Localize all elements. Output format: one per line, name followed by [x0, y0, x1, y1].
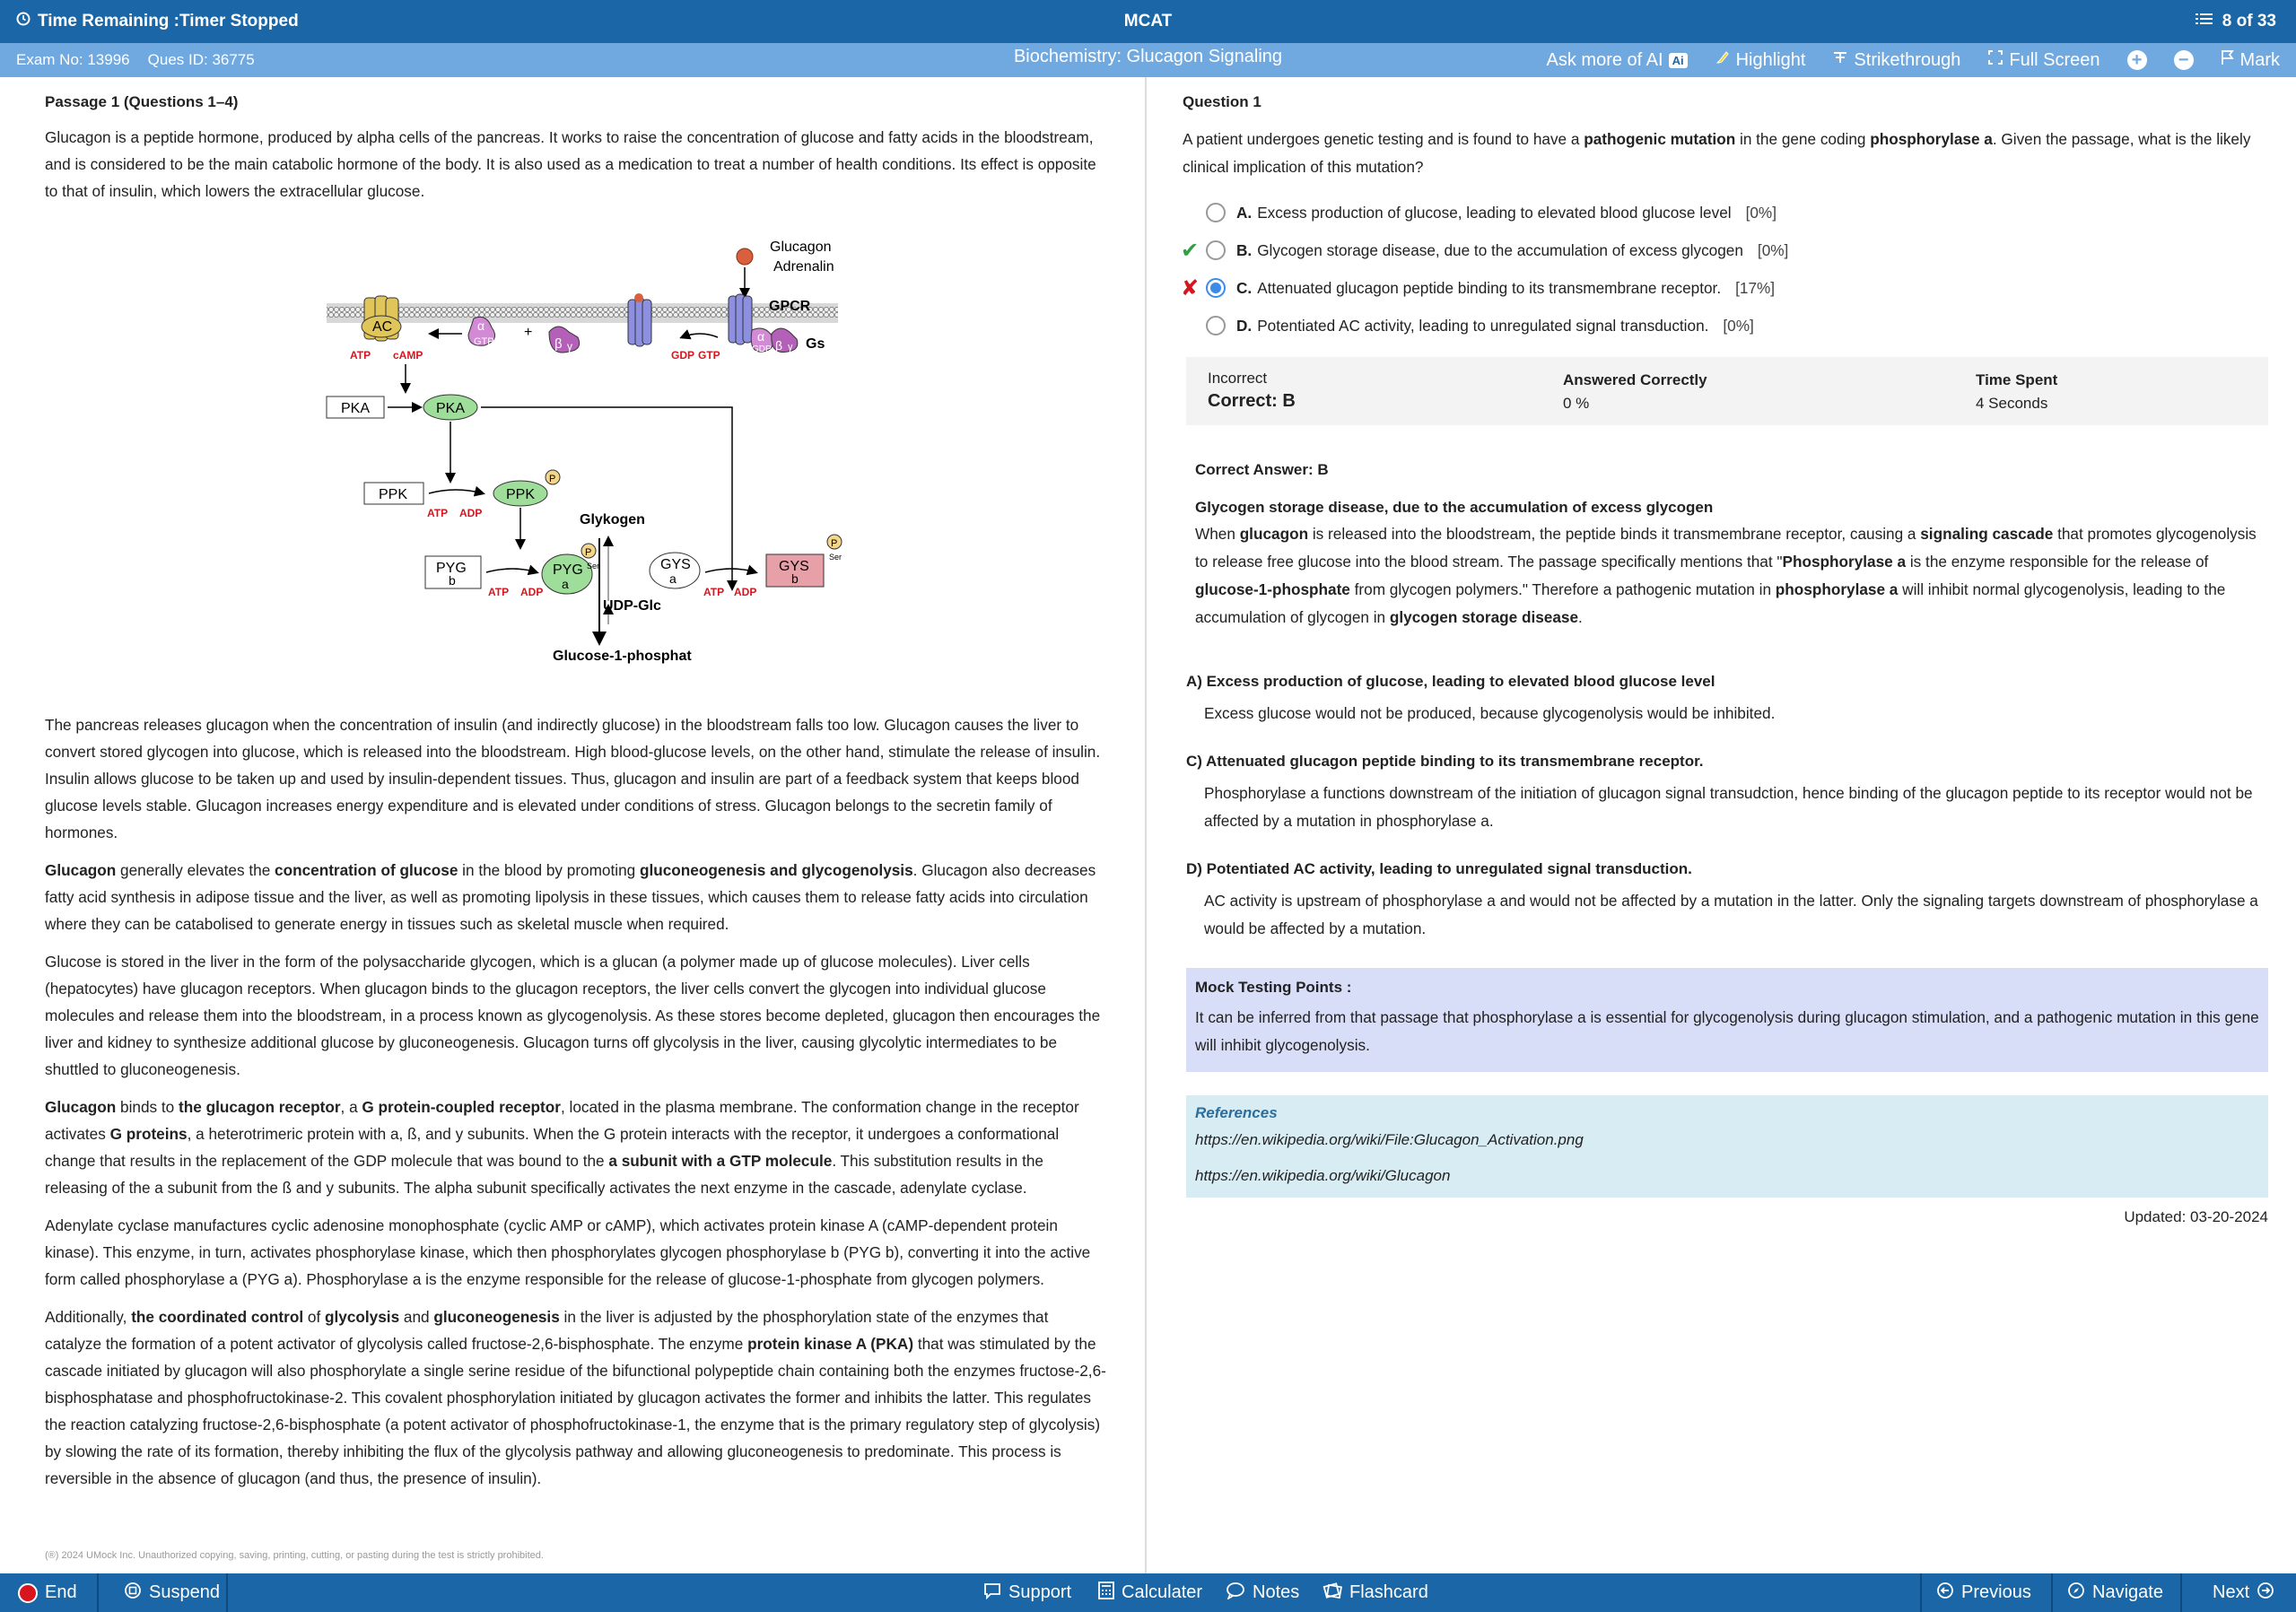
diagram-glykogen-label: Glykogen	[580, 512, 645, 527]
flag-icon	[2221, 49, 2235, 71]
bold-text: the glucagon receptor	[179, 1098, 341, 1116]
diagram-pyg-b: b	[449, 573, 456, 588]
text-run: from glycogen polymers." Therefore a pathogenic mutation in	[1349, 580, 1776, 598]
option-b[interactable]	[1183, 231, 2280, 269]
option-b-radio[interactable]	[1206, 240, 1226, 260]
passage-paragraph-2: The pancreas releases glucagon when the concentration of insulin (and indirectly glucose) in the bloodstream falls too low. Glucagon causes the liver to convert stored glycogen into glucose, which is released into the bloodstream. High blood-glucose levels, on the other hand, stimulate the release of insulin. Insulin allows glucose to be taken up and used by insulin-dependent tissues. Thus, glucagon and insulin are part of a feedback system that keeps blood glucose levels stable. Glucagon increases energy expenditure and is elevated under conditions of stress. Glucagon belongs to the secretin family of hormones.	[45, 716, 1101, 841]
diagram-pyg-1: PYG	[436, 561, 467, 576]
arrow-left-circle-icon	[1936, 1582, 1954, 1605]
diagram-atp-2: ATP	[427, 507, 449, 519]
wrong-answer-text-a: Excess glucose would not be produced, because glycogenolysis would be inhibited.	[1204, 704, 1776, 722]
diagram-adrenalin-label: Adrenalin	[773, 259, 834, 274]
diagram-udp-glc-label: UDP-Glc	[603, 598, 661, 614]
diagram-ac-label: AC	[372, 319, 393, 335]
bold-text: glycolysis	[325, 1308, 400, 1326]
bold-text: concentration of glucose	[275, 861, 458, 879]
bold-text: gluconeogenesis and glycogenolysis	[639, 861, 913, 879]
diagram-adp-1: ADP	[459, 507, 483, 519]
option-percentage: [0%]	[1745, 203, 1777, 222]
diagram-gys-1: GYS	[660, 557, 691, 572]
diagram-ppk-1: PPK	[379, 487, 408, 502]
divider	[97, 1573, 99, 1612]
compass-icon	[2067, 1582, 2085, 1605]
option-text: Excess production of glucose, leading to elevated blood glucose level	[1257, 203, 1732, 222]
bold-text: phosphorylase a	[1870, 130, 1993, 148]
notes-label: Notes	[1253, 1582, 1300, 1602]
passage-paragraph-3	[45, 857, 1109, 937]
navigate-label: Navigate	[2092, 1582, 2163, 1602]
diagram-p-2: P	[585, 547, 592, 558]
timer	[16, 12, 299, 31]
mock-text: It can be inferred from that passage that phosphorylase a is essential for glycogenolysis during glucagon stimulation, and a pathogenic mutation in this gene will inhibit glycogenolysis.	[1195, 1008, 2259, 1054]
question-id: Ques ID: 36775	[147, 51, 255, 68]
suspend-label: Suspend	[149, 1582, 220, 1602]
full-screen-button[interactable]	[1987, 49, 2100, 71]
text-run: of	[303, 1308, 326, 1326]
text-run: A patient undergoes genetic testing and is found to have a	[1183, 130, 1585, 148]
option-letter: D.	[1236, 316, 1253, 335]
bold-text: glucagon	[1239, 525, 1309, 543]
references-heading: References	[1195, 1104, 1278, 1121]
full-screen-label: Full Screen	[2009, 49, 2100, 70]
exam-title: MCAT	[1123, 12, 1173, 30]
diagram-p-1: P	[549, 474, 556, 484]
text-run: is released into the bloodstream, the peptide binds it transmembrane receptor, causing a	[1308, 525, 1921, 543]
flashcard-icon	[1323, 1582, 1342, 1605]
copyright-notice: (®) 2024 UMock Inc. Unauthorized copying, saving, printing, cutting, or pasting during the test is strictly prohibited.	[45, 1550, 544, 1561]
question-pane[interactable]	[1150, 77, 2296, 1573]
text-run: that promotes glycogenolysis to release free glucose into the blood stream. The passage specifically mentions that "	[1195, 525, 2257, 571]
ask-ai-button[interactable]	[1547, 50, 1688, 71]
text-run: When	[1195, 525, 1240, 543]
trimer-gdp-label: GDP	[752, 344, 772, 354]
option-c-radio[interactable]	[1206, 278, 1226, 298]
diagram-ser-2: Ser	[829, 553, 842, 562]
previous-label: Previous	[1961, 1582, 2031, 1602]
ask-ai-label: Ask more of AI	[1546, 49, 1663, 70]
bold-text: G protein-coupled receptor	[362, 1098, 561, 1116]
diagram-plus: +	[524, 325, 533, 340]
text-run: in the blood by promoting	[458, 861, 640, 879]
clock-icon	[16, 12, 31, 31]
trimer-beta-label: β	[775, 338, 783, 353]
diagram-ser-1: Ser	[587, 562, 600, 571]
question-title: Question 1	[1183, 93, 1261, 110]
trimer-alpha-label: α	[757, 329, 765, 344]
text-run: in the liver is adjusted by the phosphorylation state of the enzymes that catalyze the formation of a potent activator of glycolysis called fructose-2,6-bisphosphate. The enzyme	[45, 1308, 1049, 1353]
expand-icon	[1987, 49, 2004, 71]
highlighter-icon	[1715, 49, 1731, 71]
option-letter: B.	[1236, 240, 1253, 259]
diagram-p-3: P	[831, 538, 838, 549]
top-bar	[0, 0, 2296, 43]
diagram-atp-3: ATP	[488, 586, 510, 598]
strikethrough-label: Strikethrough	[1854, 49, 1961, 70]
wrong-answer-heading-c: C) Attenuated glucagon peptide binding to its transmembrane receptor.	[1186, 753, 1704, 770]
support-button[interactable]	[983, 1573, 1071, 1612]
bold-text: glycogen storage disease	[1389, 608, 1579, 626]
next-label: Next	[2213, 1582, 2250, 1602]
diagram-camp: cAMP	[393, 349, 423, 362]
passage-pane[interactable]	[9, 77, 1147, 1573]
bold-text: the coordinated control	[131, 1308, 304, 1326]
option-letter: A.	[1236, 203, 1253, 222]
bold-text: Glucagon	[45, 861, 117, 879]
adenylate-cyclase	[362, 296, 401, 341]
correct-check-icon: ✔	[1181, 238, 1200, 263]
explanation-text	[1195, 520, 2263, 632]
flashcard-label: Flashcard	[1349, 1582, 1428, 1602]
reference-link[interactable]: https://en.wikipedia.org/wiki/File:Glucagon_Activation.png	[1195, 1131, 1584, 1148]
diagram-glucagon-label: Glucagon	[770, 240, 832, 255]
option-percentage: [0%]	[1757, 240, 1789, 259]
pause-icon	[124, 1582, 142, 1605]
time-spent-value: 4 Seconds	[1976, 395, 2048, 412]
option-d[interactable]	[1183, 307, 2280, 344]
diagram-gtp-1: GTP	[698, 349, 720, 362]
bold-text: glucose-1-phosphate	[1195, 580, 1350, 598]
trimer-gamma-label: γ	[788, 342, 793, 353]
mark-label: Mark	[2239, 49, 2280, 70]
correct-answer-heading: Correct Answer: B	[1195, 461, 1329, 478]
list-icon	[2196, 12, 2213, 31]
text-run: , located in the plasma membrane. The conformation change in the receptor activates	[45, 1098, 1079, 1143]
diagram-pka-1: PKA	[341, 401, 371, 416]
option-text: Attenuated glucagon peptide binding to its transmembrane receptor.	[1257, 278, 1722, 297]
option-a-radio[interactable]	[1206, 203, 1226, 222]
time-spent-label: Time Spent	[1976, 371, 2058, 388]
option-d-radio[interactable]	[1206, 316, 1226, 335]
zoom-out-icon[interactable]: −	[2174, 50, 2194, 70]
wrong-answer-text-d: AC activity is upstream of phosphorylase a and would not be affected by a mutation in the latter. Only the signaling targets downstream of phosphorylase a would be affected by a mutation.	[1204, 892, 2258, 937]
next-button[interactable]	[2213, 1573, 2274, 1612]
option-percentage: [0%]	[1723, 316, 1754, 335]
text-run: . This substitution results in the releasing of the a subunit from the ß and y subunits. The alpha subunit specifically activates the next enzyme in the cascade, adenylate cyclase.	[45, 1152, 1043, 1197]
ai-icon: Ai	[1669, 53, 1688, 68]
option-c[interactable]	[1183, 269, 2280, 307]
navigate-button[interactable]	[2067, 1573, 2163, 1612]
mock-testing-points	[1186, 968, 2268, 1072]
sub-bar	[0, 43, 2296, 77]
passage-paragraph-5	[45, 1094, 1109, 1201]
text-run: generally elevates the	[116, 861, 275, 879]
divider	[2180, 1573, 2182, 1612]
wrong-answer-heading-d: D) Potentiated AC activity, leading to unregulated signal transduction.	[1186, 860, 1692, 877]
passage-paragraph-1: Glucagon is a peptide hormone, produced by alpha cells of the pancreas. It works to raise the concentration of glucose and fatty acids in the bloodstream, and is considered to be the main catabolic hormone of the body. It is also used as a medication to treat a number of health conditions. Its effect is opposite to that of insulin, which lowers the extracellular glucose.	[45, 128, 1096, 200]
text-run: . Given the passage, what is the likely clinical implication of this mutation?	[1183, 130, 2251, 176]
wrong-answer-heading-a: A) Excess production of glucose, leading to elevated blood glucose level	[1186, 673, 1715, 690]
passage-paragraph-7	[45, 1303, 1109, 1492]
wrong-answer-text-c: Phosphorylase a functions downstream of the initiation of glucagon signal transudction, hence binding of the glucagon peptide to its receptor would not be affected by a mutation in phosphorylase a.	[1204, 784, 2253, 830]
diagram-pka-2: PKA	[436, 401, 466, 416]
stop-icon	[18, 1583, 38, 1603]
wrong-answer-explanations	[1186, 673, 2268, 943]
exam-number: Exam No: 13996	[16, 51, 130, 68]
diagram-adp-2: ADP	[520, 586, 544, 598]
correct-answer-label: Correct: B	[1208, 391, 1296, 411]
passage-paragraph-4: Glucose is stored in the liver in the form of the polysaccharide glycogen, which is a glucan (a polymer made up of glucose molecules). Liver cells (hepatocytes) have glucagon receptors. When glucagon binds to the glucagon receptors, the liver cells convert the glycogen into individual glucose molecules and release them into the bloodstream, in a process known as glycogenolysis. As these stores become depleted, glucagon then encourages the liver and kidney to synthesize additional glucose by gluconeogenesis. Glucagon turns off glycolysis in the liver, causing glycolytic intermediates to be shuttled to gluconeogenesis.	[45, 953, 1101, 1078]
bold-text: phosphorylase a	[1775, 580, 1899, 598]
previous-button[interactable]	[1936, 1573, 2031, 1612]
bold-text: Phosphorylase a	[1782, 553, 1907, 571]
calculator-icon	[1098, 1582, 1114, 1605]
diagram-atp-1: ATP	[350, 349, 371, 362]
chat-icon	[983, 1582, 1001, 1605]
divider	[2051, 1573, 2053, 1612]
calculator-button[interactable]	[1098, 1573, 1202, 1612]
diagram-pyg-2: PYG	[553, 562, 583, 578]
text-run: , a	[340, 1098, 362, 1116]
diagram-gys-b: b	[791, 571, 799, 586]
suspend-button[interactable]	[124, 1573, 220, 1612]
option-text: Glycogen storage disease, due to the accumulation of excess glycogen	[1257, 240, 1743, 259]
text-run: that was stimulated by the cascade initiated by glucagon will also phosphorylate a single serine residue of the bifunctional polypeptide chain containing both the enzymes fructose-2,6-bisphosphatase and phosphofructokinase-2. This covalent phosphorylation initiated by glucagon activates the former and inhibits the latter. This regulates the reaction catalyzing fructose-2,6-bisphosphate (a potent activator of phosphofructokinase-1, the enzyme that is the primary regulatory step of glycolysis) by slowing the rate of its formation, thereby inhibiting the flux of the glycolysis pathway and allowing gluconeogenesis to predominate. This process is reversible in the absence of glucagon (and thus, the presence of insulin).	[45, 1335, 1106, 1487]
explanation-heading: Glycogen storage disease, due to the accumulation of excess glycogen	[1195, 499, 1714, 516]
option-text: Potentiated AC activity, leading to unregulated signal transduction.	[1257, 316, 1709, 335]
bold-text: signaling cascade	[1920, 525, 2054, 543]
end-label: End	[45, 1582, 77, 1602]
text-run: , a heterotrimeric protein with a, ß, and y subunits. When the G protein interacts with the receptor, it undergoes a conformational change that results in the replacement of the GDP molecule that was bound to the	[45, 1125, 1060, 1170]
bold-text: Glucagon	[45, 1098, 117, 1116]
bottom-bar	[0, 1573, 2296, 1612]
text-run: .	[1578, 608, 1583, 626]
diagram-gys-a: a	[669, 571, 677, 586]
diagram-gdp-1: GDP	[671, 349, 695, 362]
zoom-in-icon[interactable]: +	[2127, 50, 2147, 70]
strikethrough-button[interactable]	[1832, 49, 1960, 71]
bold-text: a subunit with a GTP molecule	[608, 1152, 833, 1170]
diagram-pyg-a: a	[562, 577, 569, 591]
question-counter	[2196, 12, 2276, 31]
beta-label: β	[554, 336, 563, 352]
diagram-gpcr-label: GPCR	[769, 299, 811, 314]
text-run: . Glucagon also decreases fatty acid synthesis in adipose tissue and the liver, as well as promoting lipolysis in these tissues, which causes them to release fatty acids into circulation where they can be catabolised to generate energy in tissues such as skeletal muscle when required.	[45, 861, 1096, 933]
diagram-gs-label: Gs	[806, 336, 825, 352]
flashcard-button[interactable]	[1323, 1573, 1428, 1612]
bold-text: G proteins	[109, 1125, 188, 1143]
gamma-label: γ	[567, 340, 572, 353]
alpha-label: α	[477, 318, 485, 333]
bold-text: gluconeogenesis	[433, 1308, 560, 1326]
divider	[1920, 1573, 1922, 1612]
calculator-label: Calculater	[1122, 1582, 1203, 1602]
highlight-label: Highlight	[1735, 49, 1806, 70]
topic-title: Biochemistry: Glucagon Signaling	[1013, 47, 1283, 66]
notes-button[interactable]	[1226, 1573, 1299, 1612]
diagram-atp-4: ATP	[703, 586, 725, 598]
glucagon-molecule	[737, 248, 753, 265]
glucagon-signaling-diagram	[323, 233, 879, 682]
explanation	[1195, 461, 2263, 632]
text-run: Additionally,	[45, 1308, 132, 1326]
divider	[226, 1573, 228, 1612]
text-run: is the enzyme responsible for the release of	[1906, 553, 2209, 571]
updated-date: Updated: 03-20-2024	[2124, 1208, 2268, 1225]
text-run: in the gene coding	[1735, 130, 1871, 148]
result-status: Incorrect	[1208, 370, 1268, 387]
bold-text: pathogenic mutation	[1584, 130, 1736, 148]
passage-paragraph-6: Adenylate cyclase manufactures cyclic adenosine monophosphate (cyclic AMP or cAMP), which activates protein kinase A (cAMP-dependent protein kinase). This enzyme, in turn, activates phosphorylase kinase, which then phosphorylates glycogen phosphorylase b (PYG b), converting it into the active form called phosphorylase a (PYG a). Phosphorylase a is the enzyme responsible for the release of glucose-1-phosphate from glycogen polymers.	[45, 1216, 1091, 1288]
alpha-gtp-label: GTP	[474, 336, 494, 347]
speech-bubble-icon	[1226, 1582, 1245, 1605]
g-protein-trimer	[751, 328, 798, 354]
option-percentage: [17%]	[1735, 278, 1776, 297]
question-counter-text: 8 of 33	[2222, 12, 2276, 30]
diagram-ppk-2: PPK	[506, 487, 536, 502]
answered-correctly-label: Answered Correctly	[1563, 371, 1707, 388]
text-run: binds to	[116, 1098, 179, 1116]
diagram-adp-3: ADP	[734, 586, 757, 598]
diagram-gys-2: GYS	[779, 559, 809, 574]
gpcr-receptor	[729, 294, 752, 344]
answer-stats-panel	[1186, 357, 2268, 425]
reference-link[interactable]: https://en.wikipedia.org/wiki/Glucagon	[1195, 1167, 1451, 1184]
support-label: Support	[1008, 1582, 1072, 1602]
diagram-g1p-label: Glucose-1-phosphat	[553, 649, 692, 664]
mock-heading: Mock Testing Points :	[1195, 979, 1352, 996]
question-text	[1183, 126, 2280, 181]
answered-correctly-value: 0 %	[1563, 395, 1590, 412]
end-button[interactable]	[18, 1573, 77, 1612]
cell-membrane	[327, 301, 838, 325]
text-run: will inhibit normal glycogenolysis, leading to the accumulation of glycogen in	[1195, 580, 2226, 626]
passage-title: Passage 1 (Questions 1–4)	[45, 93, 239, 110]
mark-button[interactable]	[2221, 49, 2280, 71]
g-beta-gamma	[549, 327, 580, 353]
incorrect-x-icon: ✘	[1181, 275, 1200, 301]
option-a[interactable]	[1183, 194, 2280, 231]
highlight-button[interactable]	[1715, 49, 1806, 71]
timer-label: Time Remaining :Timer Stopped	[38, 12, 299, 30]
option-letter: C.	[1236, 278, 1253, 297]
inactive-receptor	[628, 293, 651, 346]
text-run: and	[399, 1308, 434, 1326]
strikethrough-icon	[1832, 49, 1848, 71]
arrow-right-circle-icon	[2257, 1582, 2274, 1605]
references-box	[1186, 1095, 2268, 1198]
bold-text: protein kinase A (PKA)	[747, 1335, 914, 1353]
